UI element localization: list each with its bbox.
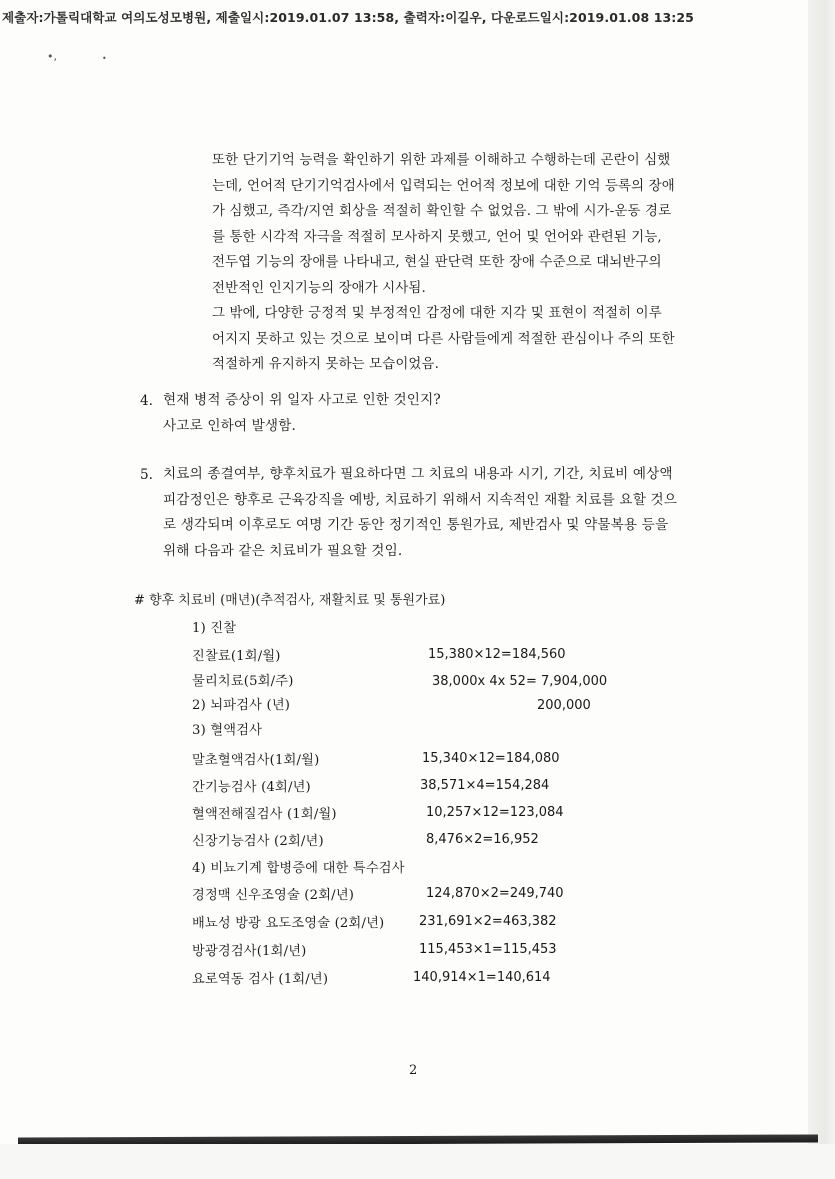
- question-line: 치료의 종결여부, 향후치료가 필요하다면 그 치료의 내용과 시기, 기간, 치료비 예상액: [163, 466, 673, 482]
- cost-item-label: 혈액전해질검사 (1회/월): [192, 807, 337, 822]
- paragraph-line: 그 밖에, 다양한 긍정적 및 부정적인 감정에 대한 지각 및 표현이 적절히 이루: [212, 306, 662, 321]
- cost-item-label: 말초혈액검사(1회/월): [192, 753, 320, 768]
- cost-item-value: 200,000: [537, 698, 591, 713]
- question-text: 현재 병적 증상이 위 일자 사고로 인한 것인지?: [163, 392, 441, 408]
- cost-item-label: 간기능검사 (4회/년): [192, 780, 311, 795]
- cost-item-label: 요로역동 검사 (1회/년): [192, 972, 329, 987]
- cost-item-value: 15,340×12=184,080: [422, 751, 560, 766]
- paragraph-line: 또한 단기기억 능력을 확인하기 위한 과제를 이해하고 수행하는데 곤란이 심했: [212, 153, 671, 168]
- fax-header: [0, 8, 835, 28]
- answer-text: 사고로 인하여 발생함.: [163, 417, 296, 434]
- cost-item-value: 124,870×2=249,740: [426, 886, 564, 901]
- question-5: [163, 462, 677, 564]
- question-number: 4.: [140, 393, 153, 409]
- cost-item-value: 38,000x 4x 52= 7,904,000: [432, 674, 608, 689]
- question-number: 5.: [140, 467, 153, 483]
- question-line: 로 생각되며 이후로도 여명 기간 동안 정기적인 통원가료, 제반검사 및 약물복용 등을: [163, 517, 669, 533]
- page-number: 2: [409, 1063, 418, 1078]
- cost-item-value: 140,914×1=140,614: [413, 970, 551, 985]
- cost-item-label: 물리치료(5회/주): [192, 674, 294, 689]
- group-heading: 1) 진찰: [192, 621, 237, 636]
- scan-margin: [0, 1144, 835, 1179]
- cost-item-label: 신장기능검사 (2회/년): [192, 834, 324, 849]
- cost-item-label: 경정맥 신우조영술 (2회/년): [192, 888, 355, 903]
- paragraph-line: 적절하게 유지하지 못하는 모습이었음.: [212, 357, 439, 372]
- question-4: [163, 388, 441, 439]
- scan-speck: •,: [47, 50, 57, 63]
- paragraph-line: 는데, 언어적 단기기억검사에서 입력되는 언어적 정보에 대한 기억 등록의 장애: [212, 178, 675, 194]
- cost-item-value: 231,691×2=463,382: [419, 914, 557, 929]
- cost-section-title: # 향후 치료비 (매년)(추적검사, 재활치료 및 통원가료): [134, 593, 446, 608]
- scan-speck: •: [102, 54, 107, 63]
- paragraph-line: 전반적인 인지기능의 장애가 시사됨.: [212, 280, 426, 296]
- group-heading: 2) 뇌파검사 (년): [192, 698, 291, 713]
- group-heading: 4) 비뇨기계 합병증에 대한 특수검사: [192, 861, 405, 876]
- header-text: 제출자:가톨릭대학교 여의도성모병원, 제출일시:2019.01.07 13:58, 출력자:이길우, 다운로드일시:2019.01.08 13:25: [2, 10, 694, 25]
- cost-item-value: 38,571×4=154,284: [420, 778, 550, 793]
- assessment-paragraph: [212, 148, 675, 378]
- cost-item-label: 방광경검사(1회/년): [192, 944, 307, 959]
- paragraph-line: 어지지 못하고 있는 것으로 보이며 다른 사람들에게 적절한 관심이나 주의 또한: [212, 331, 675, 347]
- group-heading: 3) 혈액검사: [192, 723, 263, 738]
- cost-item-value: 10,257×12=123,084: [426, 805, 564, 820]
- paragraph-line: 를 통한 시각적 자극을 적절히 모사하지 못했고, 언어 및 언어와 관련된 기능,: [212, 229, 662, 245]
- paragraph-line: 가 심했고, 즉각/지연 회상을 적절히 확인할 수 없었음. 그 밖에 시가-운동 경로: [212, 204, 672, 219]
- cost-item-label: 배뇨성 방광 요도조영술 (2회/년): [192, 916, 385, 931]
- cost-item-value: 8,476×2=16,952: [426, 832, 539, 847]
- page-edge-shadow: [808, 0, 835, 1179]
- paragraph-line: 전두엽 기능의 장애를 나타내고, 현실 판단력 또한 장애 수준으로 대뇌반구의: [212, 255, 662, 270]
- question-line: 피감정인은 향후로 근육강직을 예방, 치료하기 위해서 지속적인 재활 치료를 요할 것으: [163, 491, 678, 508]
- cost-item-label: 진찰료(1회/월): [192, 649, 281, 664]
- cost-item-value: 115,453×1=115,453: [419, 942, 557, 957]
- question-line: 위해 다음과 같은 치료비가 필요할 것임.: [163, 542, 403, 559]
- cost-item-value: 15,380×12=184,560: [428, 647, 566, 662]
